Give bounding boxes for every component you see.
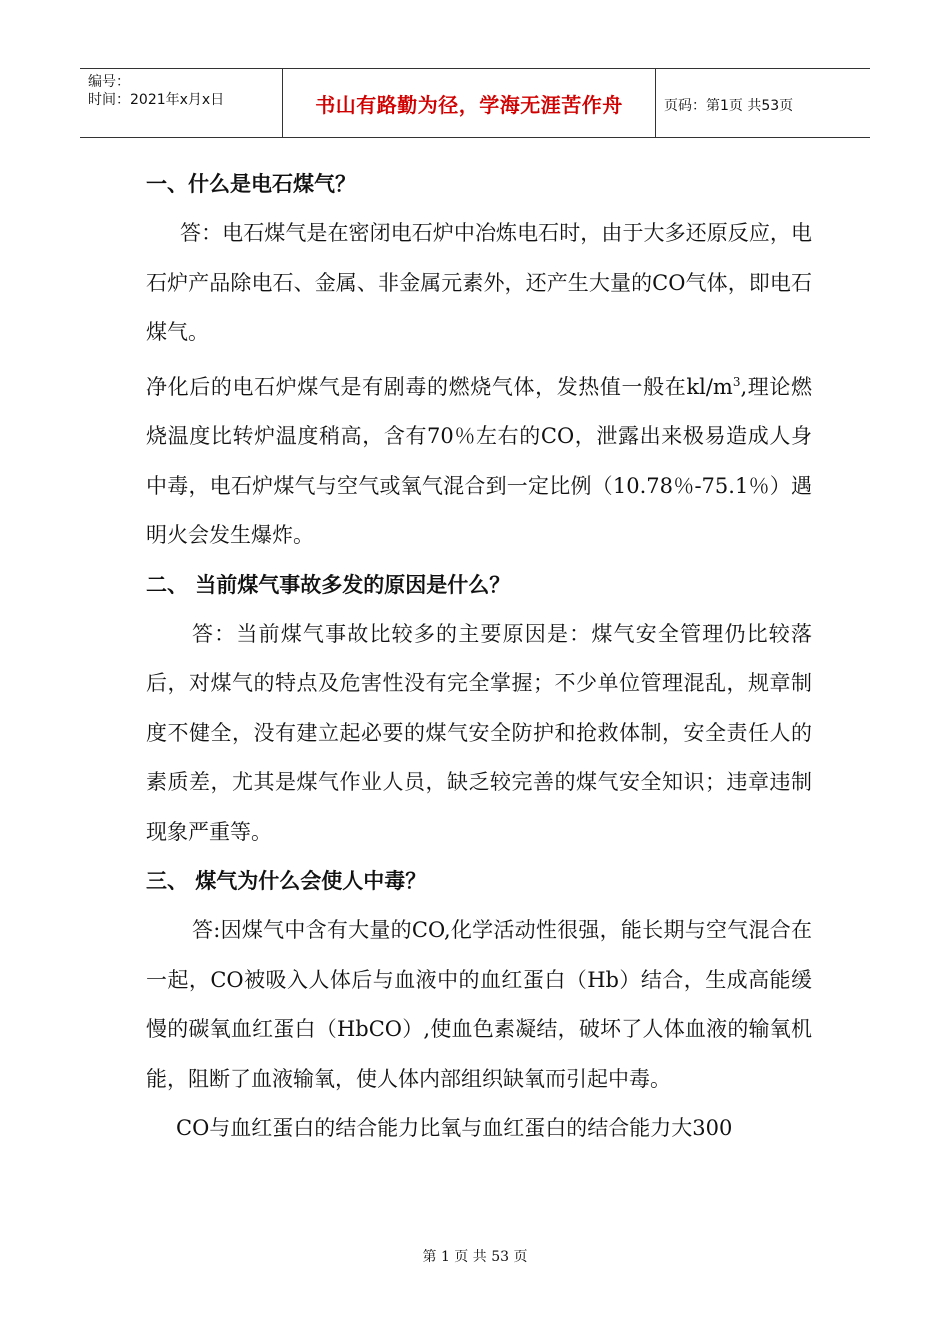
header-motto: 书山有路勤为径，学海无涯苦作舟 [315, 92, 623, 117]
superscript-3: 3 [732, 374, 741, 389]
section-3-continuation: CO与血红蛋白的结合能力比氧与血红蛋白的结合能力大300 [176, 1116, 733, 1140]
document-date-label: 时间：2021年x月x日 [88, 92, 225, 108]
section-2-answer: 答：当前煤气事故比较多的主要原因是：煤气安全管理仍比较落后，对煤气的特点及危害性没有完全掌握；不少单位管理混乱，规章制度不健全，没有建立起必要的煤气安全防护和抢救体制，安全责任人的素质差，尤其是煤气作业人员，缺乏较完善的煤气安全知识；违章违制现象严重等。 [146, 621, 812, 844]
header-page-info: 页码：第1页 共53页 [664, 98, 794, 114]
section-1-detail [146, 358, 812, 561]
section-1-detail-part2: ,理论燃烧温度比转炉温度稍高，含有70％左右的CO，泄露出来极易造成人身中毒，电石炉煤气与空气或氧气混合到一定比例（10.78％-75.1％）遇明火会发生爆炸。 [146, 374, 812, 547]
section-3-answer: 答:因煤气中含有大量的CO,化学活动性很强，能长期与空气混合在一起，CO被吸入人体后与血液中的血红蛋白（Hb）结合，生成高能缓慢的碳氧血红蛋白（HbCO）,使血色素凝结，破坏了人体血液的输氧机能，阻断了血液输氧，使人体内部组织缺氧而引起中毒。 [146, 918, 812, 1091]
section-1-heading: 一、什么是电石煤气？ [146, 172, 356, 196]
section-3-heading: 三、 煤气为什么会使人中毒？ [146, 869, 427, 893]
section-1-detail-part1: 净化后的电石炉煤气是有剧毒的燃烧气体，发热值一般在kl/m [146, 374, 733, 399]
page-footer: 第 1 页 共 53 页 [422, 1249, 528, 1265]
document-header-table [80, 68, 870, 138]
header-meta-cell [80, 69, 282, 137]
section-1-answer: 答：电石煤气是在密闭电石炉中冶炼电石时，由于大多还原反应，电石炉产品除电石、金属、非金属元素外，还产生大量的CO气体，即电石煤气。 [146, 221, 812, 344]
document-number-label: 编号： [88, 74, 130, 90]
header-motto-cell [282, 69, 656, 137]
document-body [146, 160, 812, 1154]
section-2-heading: 二、 当前煤气事故多发的原因是什么？ [146, 572, 511, 597]
